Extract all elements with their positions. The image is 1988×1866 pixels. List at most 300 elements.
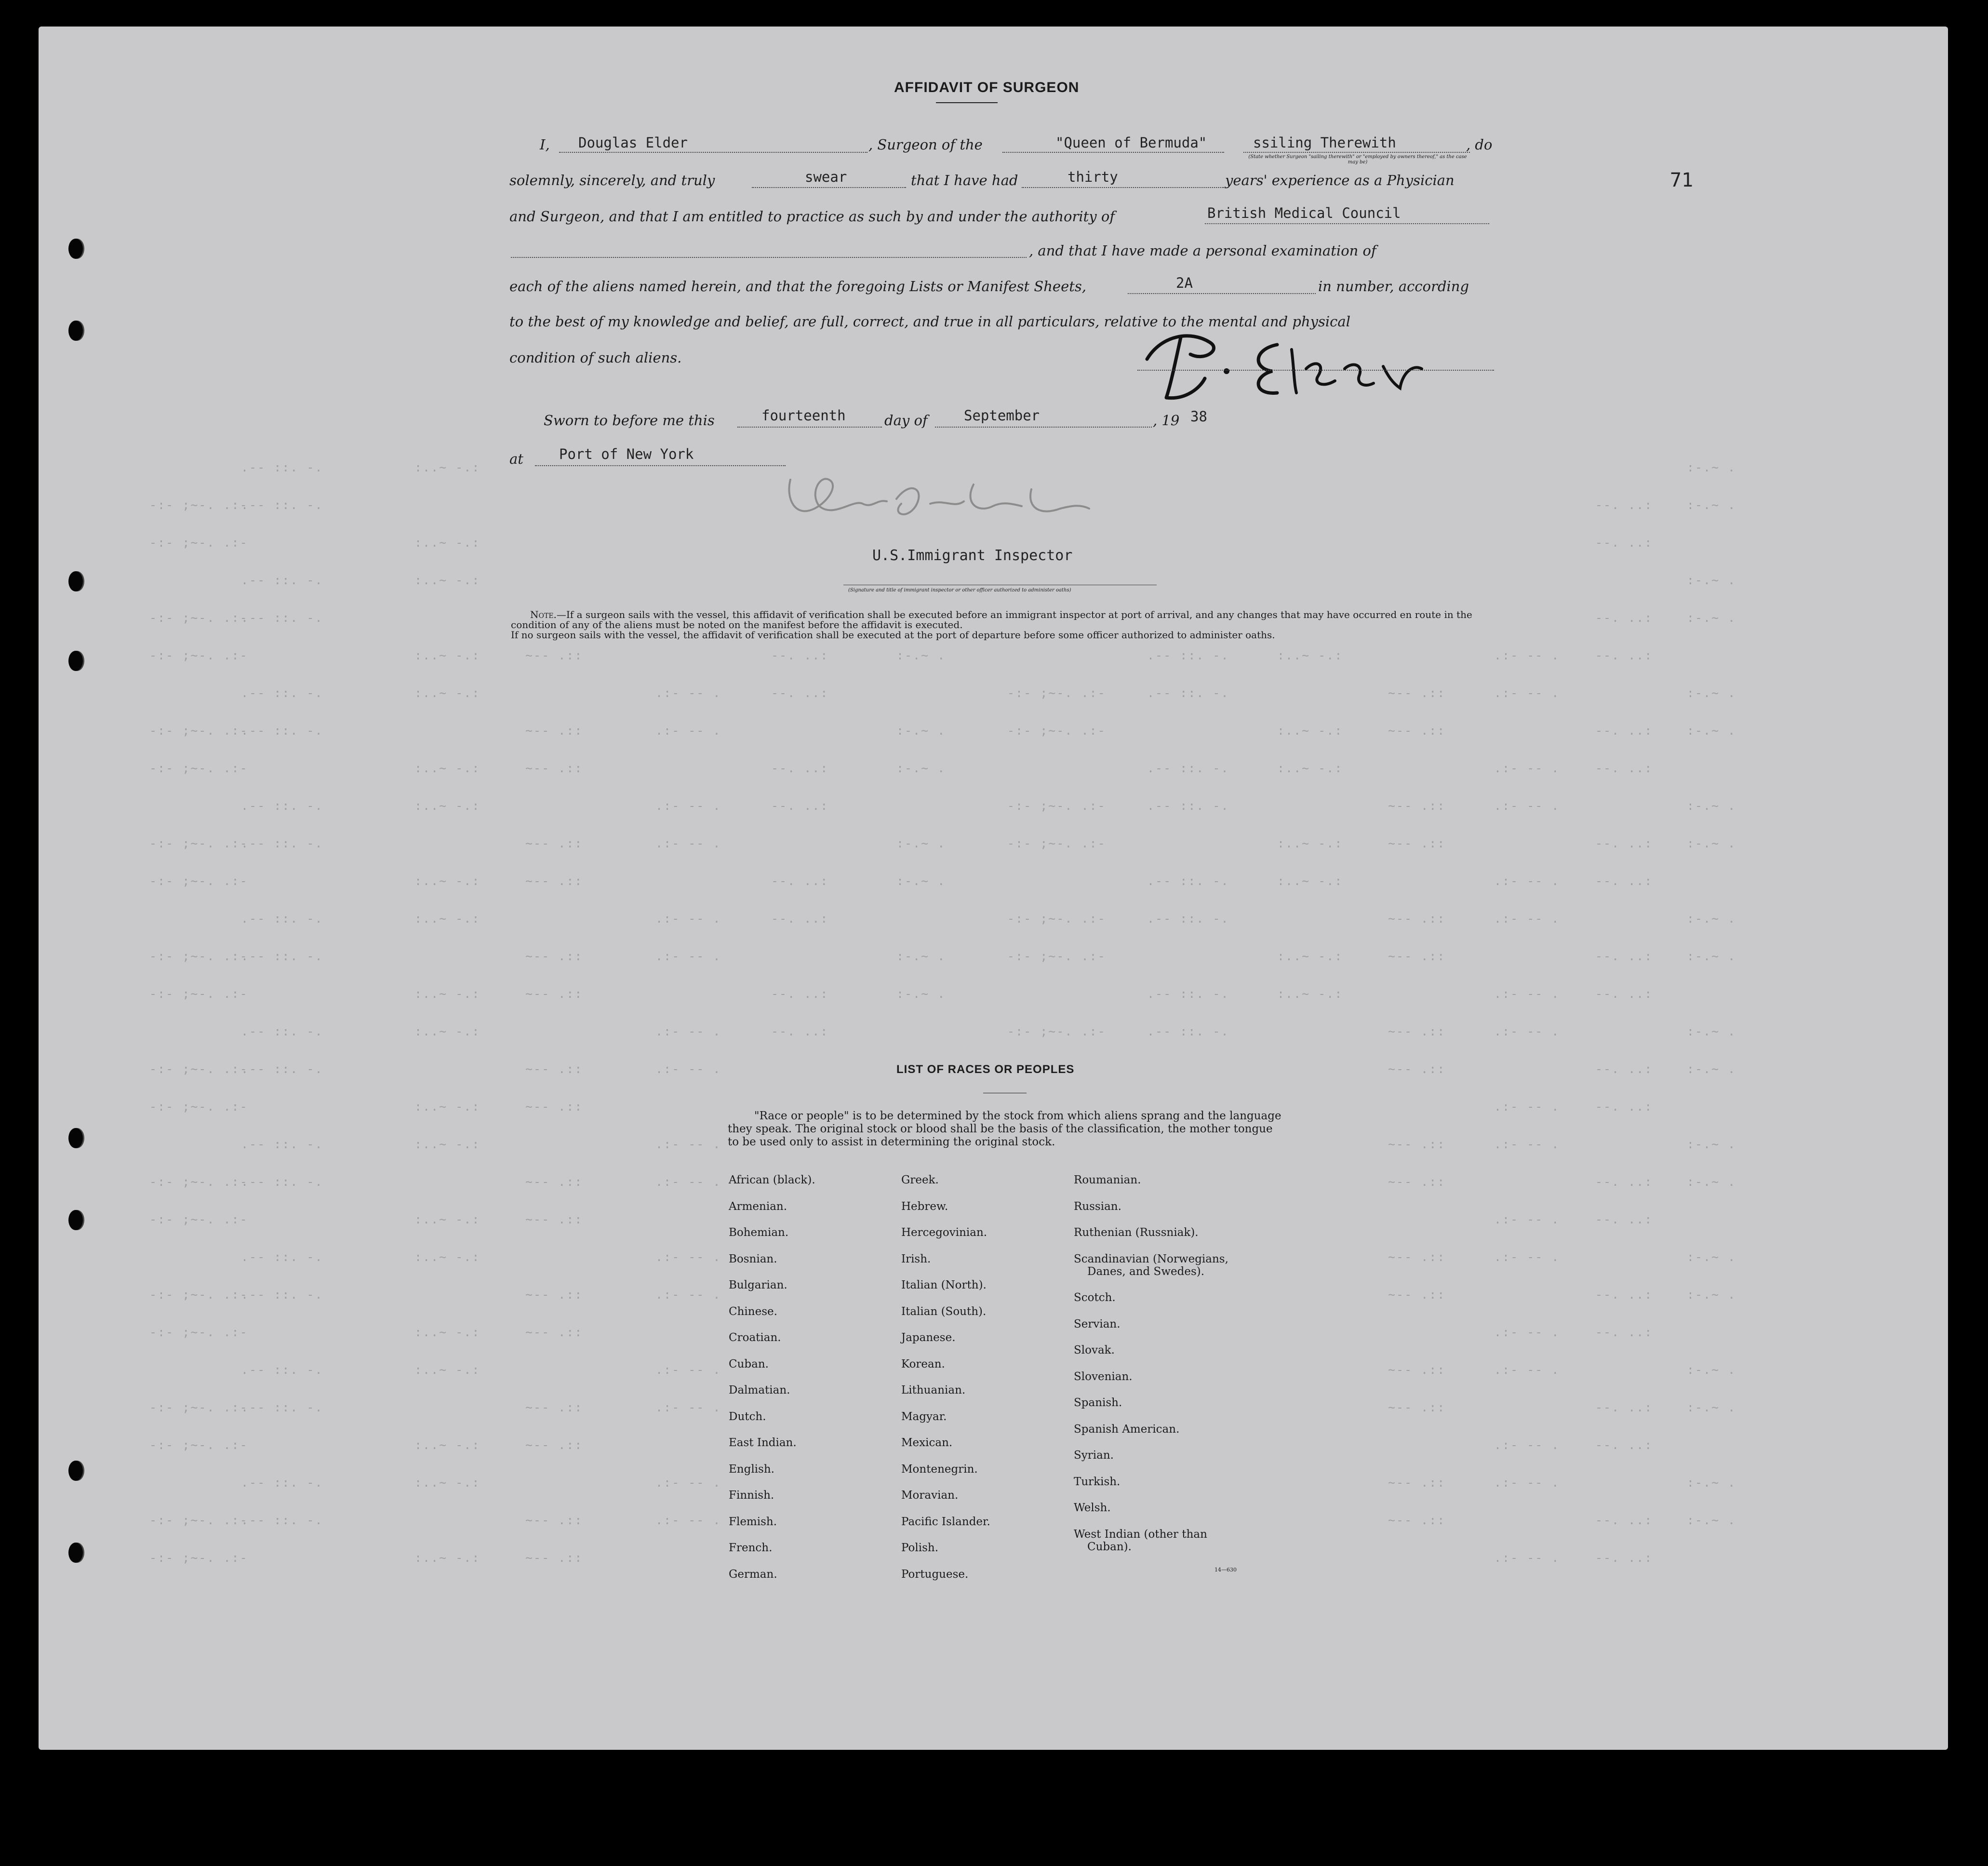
bleed-through-mark: .-- ::. -.: [241, 799, 323, 813]
race-item: Turkish.: [1074, 1475, 1121, 1488]
inspector-signature-text: [810, 489, 985, 513]
bleed-through-mark: .-- ::. -.: [241, 1024, 323, 1038]
race-item: Montenegrin.: [901, 1463, 978, 1476]
bleed-through-mark: --. ..:: [771, 761, 829, 775]
bleed-through-mark: --. ..:: [771, 1024, 829, 1038]
race-item: Scotch.: [1074, 1291, 1116, 1304]
race-item: Scandinavian (Norwegians,: [1074, 1252, 1228, 1265]
race-item: Japanese.: [901, 1331, 956, 1344]
race-item: Finnish.: [729, 1489, 774, 1502]
bleed-through-mark: .:- -- .: [1494, 1363, 1560, 1377]
bleed-through-mark: .:- -- .: [655, 686, 721, 700]
bleed-through-mark: :..~ -.:: [414, 1438, 480, 1452]
race-item: Greek.: [901, 1174, 939, 1186]
signature-line: [1137, 370, 1494, 371]
bleed-through-mark: -:- ;~-. .:-: [149, 987, 248, 1001]
bleed-through-mark: ~-- .::: [525, 1212, 583, 1226]
bleed-through-mark: -:- ;~-. .:-: [149, 1288, 248, 1302]
race-item: Mexican.: [901, 1436, 953, 1449]
bleed-through-mark: .-- ::. -.: [241, 460, 323, 474]
bleed-through-mark: --. ..:: [1595, 949, 1653, 963]
bleed-through-mark: -:- ;~-. .:-: [1007, 1024, 1106, 1038]
bleed-through-mark: .-- ::. -.: [1147, 1024, 1229, 1038]
bleed-through-mark: :-.~ .: [896, 987, 946, 1001]
blank-line: [1243, 152, 1470, 153]
bleed-through-mark: .:- -- .: [655, 949, 721, 963]
bleed-through-mark: .:- -- .: [1494, 1476, 1560, 1490]
race-item: Pacific Islander.: [901, 1515, 990, 1528]
affidavit-heading: AFFIDAVIT OF SURGEON: [894, 80, 1080, 95]
bleed-through-mark: :-.~ .: [896, 761, 946, 775]
bleed-through-mark: :..~ -.:: [414, 1363, 480, 1377]
race-item: Roumanian.: [1074, 1174, 1141, 1186]
bleed-through-mark: -:- ;~-. .:-: [149, 836, 248, 850]
bleed-through-mark: ~-- .::: [525, 1062, 583, 1076]
bleed-through-mark: --. ..:: [771, 987, 829, 1001]
bleed-through-mark: .:- -- .: [1494, 987, 1560, 1001]
race-item: Italian (North).: [901, 1279, 987, 1291]
bleed-through-mark: .-- ::. -.: [241, 1137, 323, 1151]
race-item: Hercegovinian.: [901, 1226, 987, 1239]
bleed-through-mark: :-.~ .: [1687, 686, 1736, 700]
bleed-through-mark: .-- ::. -.: [241, 1062, 323, 1076]
sworn-place: Port of New York: [559, 446, 694, 462]
bleed-through-mark: .:- -- .: [655, 1137, 721, 1151]
affidavit-line3-a: and Surgeon, and that I am entitled to practice as such by and under the authority of: [509, 208, 1115, 225]
bleed-through-mark: -:- ;~-. .:-: [149, 1438, 248, 1452]
bleed-through-mark: :..~ -.:: [414, 761, 480, 775]
blank-line: [1022, 187, 1224, 188]
vessel-name: "Queen of Bermuda": [1055, 134, 1207, 151]
race-item: Spanish American.: [1074, 1423, 1180, 1436]
bleed-through-mark: .-- ::. -.: [241, 611, 323, 625]
bleed-through-mark: .-- ::. -.: [241, 1513, 323, 1527]
blank-line: [559, 152, 867, 153]
race-item: Servian.: [1074, 1317, 1121, 1330]
bleed-through-mark: -:- ;~-. .:-: [149, 611, 248, 625]
bleed-through-mark: :..~ -.:: [414, 1100, 480, 1114]
bleed-through-mark: .:- -- .: [655, 1175, 721, 1189]
bleed-through-mark: :-.~ .: [1687, 1476, 1736, 1490]
bleed-through-mark: -:- ;~-. .:-: [1007, 836, 1106, 850]
blank-line: [1205, 223, 1489, 224]
sworn-year: 38: [1190, 408, 1207, 425]
punch-hole: [68, 651, 83, 671]
bleed-through-mark: ~-- .::: [1388, 1137, 1446, 1151]
bleed-through-mark: -:- ;~-. .:-: [1007, 912, 1106, 926]
bleed-through-mark: :..~ -.:: [1277, 949, 1343, 963]
bleed-through-mark: ~-- .::: [1388, 1250, 1446, 1264]
bleed-through-mark: -:- ;~-. .:-: [149, 1100, 248, 1114]
race-item: Welsh.: [1074, 1502, 1111, 1514]
affidavit-line1-do: , do: [1466, 136, 1493, 153]
bleed-through-mark: --. ..:: [1595, 836, 1653, 850]
bleed-through-mark: --. ..:: [1595, 1513, 1653, 1527]
bleed-through-mark: --. ..:: [1595, 761, 1653, 775]
races-heading: LIST OF RACES OR PEOPLES: [896, 1063, 1075, 1076]
bleed-through-mark: .-- ::. -.: [241, 1476, 323, 1490]
bleed-through-mark: ~-- .::: [525, 1513, 583, 1527]
bleed-through-mark: --. ..:: [771, 799, 829, 813]
bleed-through-mark: ~-- .::: [525, 648, 583, 662]
race-item: Hebrew.: [901, 1200, 948, 1213]
bleed-through-mark: -:- ;~-. .:-: [149, 1325, 248, 1339]
affidavit-line4: , and that I have made a personal examination of: [1029, 242, 1376, 259]
bleed-through-mark: --. ..:: [1595, 1400, 1653, 1414]
bleed-through-mark: .-- ::. -.: [241, 949, 323, 963]
bleed-through-mark: :..~ -.:: [1277, 836, 1343, 850]
race-item: Flemish.: [729, 1515, 777, 1528]
bleed-through-mark: ~-- .::: [525, 1288, 583, 1302]
bleed-through-mark: :-.~ .: [896, 949, 946, 963]
race-item: English.: [729, 1463, 774, 1476]
race-item: Danes, and Swedes).: [1087, 1265, 1205, 1278]
sworn-text-a: Sworn to before me this: [544, 412, 715, 429]
bleed-through-mark: .-- ::. -.: [241, 1400, 323, 1414]
blank-line: [1128, 293, 1316, 294]
sailing-note: (State whether Surgeon "sailing therewith" or "employed by owners thereof," as the case may be): [1248, 154, 1467, 165]
form-number: 14—630: [1214, 1567, 1237, 1573]
bleed-through-mark: :-.~ .: [896, 874, 946, 888]
bleed-through-mark: ~-- .::: [1388, 1476, 1446, 1490]
bleed-through-mark: :..~ -.:: [414, 987, 480, 1001]
race-item: Polish.: [901, 1542, 939, 1554]
bleed-through-mark: :..~ -.:: [414, 1325, 480, 1339]
bleed-through-mark: :..~ -.:: [414, 648, 480, 662]
bleed-through-mark: -:- ;~-. .:-: [1007, 686, 1106, 700]
bleed-through-mark: --. ..:: [1595, 1438, 1653, 1452]
affidavit-line1-i: I,: [540, 136, 550, 153]
bleed-through-mark: --. ..:: [1595, 648, 1653, 662]
bleed-through-mark: ~-- .::: [1388, 1024, 1446, 1038]
sailing-status: ssiling Therewith: [1253, 134, 1396, 151]
bleed-through-mark: .:- -- .: [1494, 1024, 1560, 1038]
bleed-through-mark: .:- -- .: [1494, 1438, 1560, 1452]
race-item: Croatian.: [729, 1331, 781, 1344]
bleed-through-mark: .-- ::. -.: [1147, 761, 1229, 775]
bleed-through-mark: ~-- .::: [525, 724, 583, 738]
page-number: 71: [1670, 169, 1694, 191]
bleed-through-mark: --. ..:: [1595, 498, 1653, 512]
race-item: Syrian.: [1074, 1449, 1114, 1462]
bleed-through-mark: .:- -- .: [1494, 686, 1560, 700]
surgeon-signature: [1133, 316, 1499, 407]
race-item: Bohemian.: [729, 1226, 789, 1239]
bleed-through-mark: :-.~ .: [1687, 1513, 1736, 1527]
bleed-through-mark: -:- ;~-. .:-: [149, 1400, 248, 1414]
bleed-through-mark: .:- -- .: [1494, 912, 1560, 926]
bleed-through-mark: --. ..:: [1595, 1062, 1653, 1076]
bleed-through-mark: :..~ -.:: [414, 1476, 480, 1490]
bleed-through-mark: .-- ::. -.: [1147, 686, 1229, 700]
bleed-through-mark: --. ..:: [771, 648, 829, 662]
affidavit-line2-a: solemnly, sincerely, and truly: [509, 172, 715, 188]
bleed-through-mark: :..~ -.:: [414, 1137, 480, 1151]
blank-line: [737, 427, 882, 428]
surgeon-name: Douglas Elder: [578, 134, 688, 151]
bleed-through-mark: :..~ -.:: [414, 1551, 480, 1565]
bleed-through-mark: ~-- .::: [525, 1175, 583, 1189]
bleed-through-mark: --. ..:: [1595, 1212, 1653, 1226]
bleed-through-mark: --. ..:: [1595, 536, 1653, 550]
bleed-through-mark: ~-- .::: [1388, 1400, 1446, 1414]
bleed-through-mark: .:- -- .: [1494, 761, 1560, 775]
race-item: West Indian (other than: [1074, 1528, 1207, 1541]
bleed-through-mark: ~-- .::: [525, 1400, 583, 1414]
note-text1: —If a surgeon sails with the vessel, this affidavit of verification shall be executed before an immigrant inspector at port of arrival, and any changes that may have occurred en route in the condition of any of the aliens must be noted on the manifest before the affidavit is executed.: [511, 609, 1472, 631]
race-item: Russian.: [1074, 1200, 1121, 1213]
bleed-through-mark: ~-- .::: [525, 1100, 583, 1114]
bleed-through-mark: -:- ;~-. .:-: [149, 536, 248, 550]
bleed-through-mark: :-.~ .: [1687, 1400, 1736, 1414]
bleed-through-mark: :-.~ .: [1687, 1250, 1736, 1264]
race-item: Bulgarian.: [729, 1279, 787, 1291]
bleed-through-mark: ~-- .::: [525, 761, 583, 775]
bleed-through-mark: -:- ;~-. .:-: [149, 1062, 248, 1076]
sworn-text-c: , 19: [1153, 412, 1180, 429]
bleed-through-mark: .-- ::. -.: [241, 573, 323, 587]
race-item: Korean.: [901, 1357, 945, 1370]
bleed-through-mark: .-- ::. -.: [241, 686, 323, 700]
bleed-through-mark: :-.~ .: [1687, 1175, 1736, 1189]
sworn-day: fourteenth: [761, 407, 846, 424]
sworn-text-b: day of: [884, 412, 928, 429]
race-item: Moravian.: [901, 1489, 959, 1502]
bleed-through-mark: ~-- .::: [1388, 1363, 1446, 1377]
years-experience: thirty: [1067, 169, 1118, 185]
bleed-through-mark: ~-- .::: [525, 836, 583, 850]
affidavit-line1-surgeon-of: , Surgeon of the: [868, 136, 983, 153]
sheets-count: 2A: [1176, 275, 1193, 291]
bleed-through-mark: :-.~ .: [1687, 498, 1736, 512]
punch-hole: [68, 571, 83, 591]
bleed-through-mark: :-.~ .: [1687, 836, 1736, 850]
bleed-through-mark: .:- -- .: [655, 799, 721, 813]
race-item: Slovenian.: [1074, 1370, 1133, 1383]
affidavit-line6: to the best of my knowledge and belief, are full, correct, and true in all particulars, relative to the mental and physical: [509, 313, 1350, 330]
bleed-through-mark: :..~ -.:: [414, 799, 480, 813]
bleed-through-mark: ~-- .::: [1388, 949, 1446, 963]
races-intro: "Race or people" is to be determined by the stock from which aliens sprang and the language they speak. The original stock or blood shall be the basis of the classification, the mother tongue to be used only to assist in determining the original stock.: [728, 1110, 1281, 1148]
bleed-through-mark: .-- ::. -.: [241, 1363, 323, 1377]
bleed-through-mark: .-- ::. -.: [241, 912, 323, 926]
bleed-through-mark: -:- ;~-. .:-: [1007, 949, 1106, 963]
bleed-through-mark: :..~ -.:: [414, 874, 480, 888]
bleed-through-mark: ~-- .::: [1388, 1513, 1446, 1527]
bleed-through-mark: .:- -- .: [655, 1024, 721, 1038]
bleed-through-mark: .:- -- .: [655, 724, 721, 738]
bleed-through-mark: .:- -- .: [1494, 648, 1560, 662]
bleed-through-mark: ~-- .::: [1388, 912, 1446, 926]
bleed-through-mark: -:- ;~-. .:-: [149, 724, 248, 738]
punch-hole: [68, 1210, 83, 1230]
bleed-through-mark: :-.~ .: [1687, 912, 1736, 926]
bleed-through-mark: .:- -- .: [1494, 1137, 1560, 1151]
race-item: Spanish.: [1074, 1396, 1122, 1409]
affidavit-line2-b: that I have had: [911, 172, 1018, 188]
punch-hole: [68, 1461, 83, 1481]
race-item: Cuban.: [729, 1357, 769, 1370]
blank-line: [511, 257, 1027, 258]
affidavit-line5-b: in number, according: [1318, 278, 1469, 295]
bleed-through-mark: -:- ;~-. .:-: [1007, 724, 1106, 738]
bleed-through-mark: ~-- .::: [525, 949, 583, 963]
blank-line: [935, 427, 1152, 428]
oath-word: swear: [805, 169, 847, 185]
bleed-through-mark: --. ..:: [1595, 611, 1653, 625]
punch-hole: [68, 1128, 83, 1148]
bleed-through-mark: .:- -- .: [655, 912, 721, 926]
bleed-through-mark: ~-- .::: [1388, 799, 1446, 813]
bleed-through-mark: .-- ::. -.: [1147, 648, 1229, 662]
heading-underline: [936, 102, 998, 103]
bleed-through-mark: :..~ -.:: [414, 912, 480, 926]
bleed-through-mark: :..~ -.:: [414, 1024, 480, 1038]
race-item: Irish.: [901, 1252, 931, 1265]
bleed-through-mark: -:- ;~-. .:-: [149, 1551, 248, 1565]
bleed-through-mark: .:- -- .: [655, 1062, 721, 1076]
sworn-at: at: [509, 451, 523, 467]
note-paragraph: [511, 610, 1494, 640]
race-item: French.: [729, 1542, 773, 1554]
race-item: African (black).: [729, 1174, 815, 1186]
race-item: Magyar.: [901, 1410, 947, 1423]
bleed-through-mark: ~-- .::: [1388, 1288, 1446, 1302]
bleed-through-mark: :..~ -.:: [1277, 874, 1343, 888]
bleed-through-mark: :-.~ .: [1687, 1137, 1736, 1151]
bleed-through-mark: :-.~ .: [1687, 1363, 1736, 1377]
bleed-through-mark: .:- -- .: [1494, 1250, 1560, 1264]
bleed-through-mark: --. ..:: [1595, 724, 1653, 738]
bleed-through-mark: :-.~ .: [896, 724, 946, 738]
race-item: Dutch.: [729, 1410, 766, 1423]
bleed-through-mark: -:- ;~-. .:-: [149, 761, 248, 775]
bleed-through-mark: -:- ;~-. .:-: [1007, 799, 1106, 813]
bleed-through-mark: .:- -- .: [655, 1250, 721, 1264]
bleed-through-mark: :..~ -.:: [414, 573, 480, 587]
bleed-through-mark: --. ..:: [1595, 874, 1653, 888]
bleed-through-mark: ~-- .::: [525, 1325, 583, 1339]
punch-hole: [68, 1543, 83, 1563]
bleed-through-mark: .:- -- .: [655, 836, 721, 850]
bleed-through-mark: .-- ::. -.: [241, 1288, 323, 1302]
bleed-through-mark: :..~ -.:: [414, 536, 480, 550]
bleed-through-mark: .:- -- .: [655, 1513, 721, 1527]
race-item: German.: [729, 1568, 777, 1581]
affidavit-line7: condition of such aliens.: [509, 349, 682, 366]
bleed-through-mark: ~-- .::: [525, 874, 583, 888]
bleed-through-mark: :-.~ .: [1687, 799, 1736, 813]
bleed-through-mark: -:- ;~-. .:-: [149, 498, 248, 512]
bleed-through-mark: :-.~ .: [1687, 724, 1736, 738]
bleed-through-mark: .-- ::. -.: [241, 836, 323, 850]
bleed-through-mark: :..~ -.:: [1277, 987, 1343, 1001]
race-item: Cuban).: [1087, 1540, 1132, 1553]
punch-hole: [68, 239, 83, 259]
bleed-through-mark: :..~ -.:: [414, 460, 480, 474]
affidavit-line2-c: years' experience as a Physician: [1225, 172, 1454, 188]
bleed-through-mark: ~-- .::: [1388, 686, 1446, 700]
bleed-through-mark: :..~ -.:: [414, 686, 480, 700]
bleed-through-mark: :..~ -.:: [1277, 724, 1343, 738]
race-item: Dalmatian.: [729, 1384, 790, 1396]
bleed-through-mark: .-- ::. -.: [241, 724, 323, 738]
bleed-through-mark: ~-- .::: [1388, 724, 1446, 738]
bleed-through-mark: -:- ;~-. .:-: [149, 1513, 248, 1527]
bleed-through-mark: ~-- .::: [525, 1438, 583, 1452]
race-item: Portuguese.: [901, 1568, 969, 1581]
race-item: Ruthenian (Russniak).: [1074, 1226, 1199, 1239]
race-item: Chinese.: [729, 1305, 777, 1318]
bleed-through-mark: .-- ::. -.: [1147, 987, 1229, 1001]
bleed-through-mark: .:- -- .: [655, 1288, 721, 1302]
blank-line: [535, 465, 786, 466]
race-item: Bosnian.: [729, 1252, 777, 1265]
bleed-through-mark: ~-- .::: [1388, 1062, 1446, 1076]
blank-line: [1002, 152, 1224, 153]
bleed-through-mark: .:- -- .: [655, 1400, 721, 1414]
bleed-through-mark: -:- ;~-. .:-: [149, 1212, 248, 1226]
bleed-through-mark: :..~ -.:: [414, 1250, 480, 1264]
bleed-through-mark: --. ..:: [1595, 1288, 1653, 1302]
bleed-through-mark: --. ..:: [771, 686, 829, 700]
punch-hole: [68, 321, 83, 341]
bleed-through-mark: .-- ::. -.: [241, 1175, 323, 1189]
race-item: East Indian.: [729, 1436, 797, 1449]
bleed-through-mark: .:- -- .: [1494, 799, 1560, 813]
bleed-through-mark: :-.~ .: [1687, 1288, 1736, 1302]
bleed-through-mark: :-.~ .: [896, 836, 946, 850]
bleed-through-mark: .:- -- .: [1494, 1551, 1560, 1565]
bleed-through-mark: .-- ::. -.: [241, 498, 323, 512]
manifest-sheet: [39, 27, 1948, 1750]
bleed-through-mark: ~-- .::: [1388, 1175, 1446, 1189]
bleed-through-mark: ~-- .::: [525, 987, 583, 1001]
bleed-through-mark: .-- ::. -.: [1147, 799, 1229, 813]
note-text2: If no surgeon sails with the vessel, the affidavit of verification shall be executed at the port of departure before some officer authorized to administer oaths.: [511, 629, 1275, 641]
bleed-through-mark: .:- -- .: [1494, 1212, 1560, 1226]
bleed-through-mark: .-- ::. -.: [1147, 874, 1229, 888]
race-item: Lithuanian.: [901, 1384, 966, 1396]
bleed-through-mark: --. ..:: [771, 912, 829, 926]
bleed-through-mark: .:- -- .: [1494, 1100, 1560, 1114]
bleed-through-mark: -:- ;~-. .:-: [149, 874, 248, 888]
bleed-through-mark: --. ..:: [1595, 1325, 1653, 1339]
bleed-through-mark: .:- -- .: [1494, 1325, 1560, 1339]
bleed-through-mark: :-.~ .: [1687, 611, 1736, 625]
bleed-through-mark: :-.~ .: [1687, 1062, 1736, 1076]
bleed-through-mark: --. ..:: [1595, 1175, 1653, 1189]
bleed-through-mark: ~-- .::: [525, 1551, 583, 1565]
race-item: Italian (South).: [901, 1305, 987, 1318]
bleed-through-mark: .:- -- .: [655, 1476, 721, 1490]
bleed-through-mark: ~-- .::: [1388, 836, 1446, 850]
affidavit-line5-a: each of the aliens named herein, and that the foregoing Lists or Manifest Sheets,: [509, 278, 1087, 295]
bleed-through-mark: :..~ -.:: [414, 1212, 480, 1226]
authority: British Medical Council: [1207, 205, 1401, 221]
bleed-through-mark: .:- -- .: [655, 1363, 721, 1377]
bleed-through-mark: .-- ::. -.: [1147, 912, 1229, 926]
bleed-through-mark: .-- ::. -.: [241, 1250, 323, 1264]
bleed-through-mark: :-.~ .: [1687, 949, 1736, 963]
note-label: Note.: [530, 609, 557, 620]
sworn-month: September: [964, 407, 1040, 424]
race-item: Slovak.: [1074, 1344, 1115, 1356]
bleed-through-mark: -:- ;~-. .:-: [149, 648, 248, 662]
bleed-through-mark: :-.~ .: [1687, 1024, 1736, 1038]
race-item: Armenian.: [729, 1200, 787, 1213]
bleed-through-mark: --. ..:: [1595, 987, 1653, 1001]
